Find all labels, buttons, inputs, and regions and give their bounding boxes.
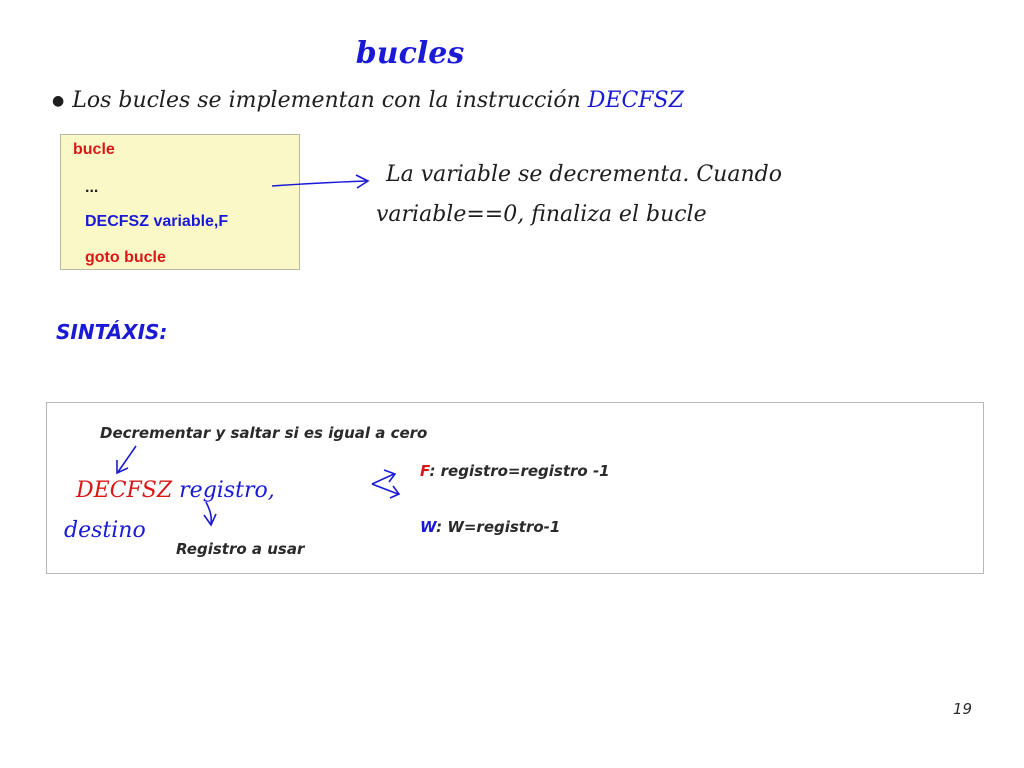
bullet-line bbox=[52, 88, 684, 113]
slide-title: bucles bbox=[355, 36, 465, 71]
syntax-mnemonic: DECFSZ bbox=[76, 478, 173, 503]
syntax-operand: registro, bbox=[179, 478, 275, 503]
code-box bbox=[60, 134, 300, 270]
option-w bbox=[420, 518, 560, 536]
code-label: bucle bbox=[73, 141, 115, 158]
option-w-text: : W=registro-1 bbox=[436, 518, 561, 536]
code-instruction: DECFSZ variable,F bbox=[85, 213, 229, 230]
page-number: 19 bbox=[952, 700, 972, 718]
note-register: Registro a usar bbox=[176, 540, 305, 558]
explanation-line-2: variable==0, finaliza el bucle bbox=[376, 202, 707, 227]
syntax-heading: SINTÁXIS: bbox=[56, 320, 168, 344]
option-f bbox=[420, 462, 610, 480]
option-f-text: : registro=registro -1 bbox=[429, 462, 610, 480]
syntax-destino: destino bbox=[64, 518, 146, 543]
option-f-key: F bbox=[420, 462, 430, 480]
code-ellipsis: ... bbox=[85, 179, 99, 196]
note-decrement: Decrementar y saltar si es igual a cero bbox=[100, 424, 428, 442]
option-w-key: W bbox=[420, 518, 437, 536]
bullet-text: Los bucles se implementan con la instrucción bbox=[72, 88, 588, 113]
code-goto: goto bucle bbox=[85, 249, 166, 266]
explanation-line-1: La variable se decrementa. Cuando bbox=[386, 162, 782, 187]
bullet-dot: ● bbox=[52, 93, 65, 109]
syntax-instruction bbox=[76, 478, 275, 503]
bullet-keyword: DECFSZ bbox=[587, 88, 684, 113]
